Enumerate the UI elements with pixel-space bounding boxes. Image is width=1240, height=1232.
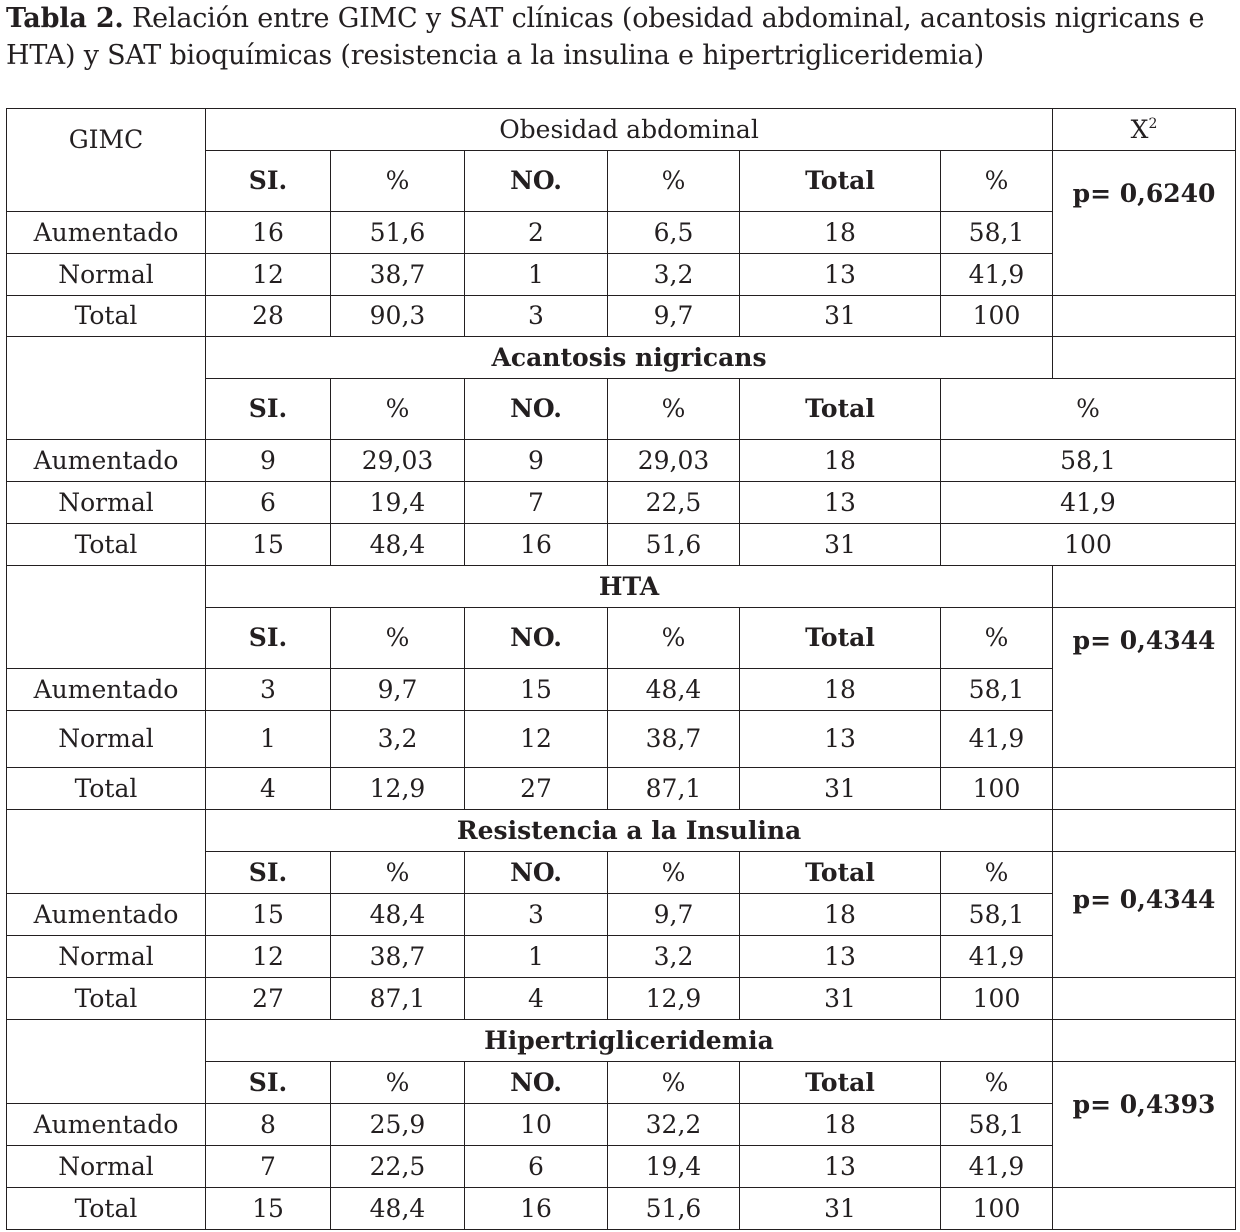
caption-text: Relación entre GIMC y SAT clínicas (obesidad abdominal, acantosis nigricans e HTA) y SAT bioquímicas (resistencia a la insulina e hipertrigliceridemia)	[6, 3, 1205, 71]
table-row	[7, 1104, 1236, 1146]
table-cell: 9	[206, 440, 331, 482]
row-label: Total	[7, 296, 206, 337]
row-label: Aumentado	[7, 212, 206, 254]
table-cell: 15	[206, 1188, 331, 1230]
column-header: Total	[740, 852, 941, 894]
block-title: Resistencia a la Insulina	[206, 810, 1053, 852]
table-cell: 12,9	[331, 768, 465, 810]
p-blank	[1053, 1020, 1236, 1062]
table-cell: 3	[206, 669, 331, 711]
results-table	[6, 108, 1236, 1230]
table-cell: 41,9	[941, 482, 1236, 524]
x2-letter: X	[1130, 114, 1149, 144]
table-cell: 1	[465, 254, 608, 296]
table-cell: 51,6	[608, 1188, 740, 1230]
table-cell: 7	[465, 482, 608, 524]
table-cell: 58,1	[941, 440, 1236, 482]
p-value: p= 0,4393	[1053, 1062, 1236, 1188]
column-header: NO.	[465, 608, 608, 669]
table-cell: 12	[206, 254, 331, 296]
table-cell: 41,9	[941, 936, 1053, 978]
row-label: Normal	[7, 1146, 206, 1188]
caption-label: Tabla 2.	[6, 3, 124, 34]
table-row	[7, 768, 1236, 810]
block-title-row	[7, 109, 1236, 151]
column-header: NO.	[465, 852, 608, 894]
p-value: p= 0,4344	[1053, 852, 1236, 978]
column-header: SI.	[206, 151, 331, 212]
x2-header	[1053, 109, 1236, 151]
column-header: NO.	[465, 379, 608, 440]
table-cell: 3,2	[608, 254, 740, 296]
table-row	[7, 254, 1236, 296]
row-label: Normal	[7, 482, 206, 524]
table-row	[7, 482, 1236, 524]
table-cell: 22,5	[331, 1146, 465, 1188]
x2-superscript: 2	[1148, 115, 1158, 132]
row-label: Total	[7, 768, 206, 810]
column-header: %	[608, 608, 740, 669]
table-row	[7, 669, 1236, 711]
table-cell: 15	[206, 524, 331, 566]
column-header: %	[331, 852, 465, 894]
row-label: Aumentado	[7, 669, 206, 711]
table-cell: 31	[740, 978, 941, 1020]
table-cell: 6	[465, 1146, 608, 1188]
table-cell: 87,1	[331, 978, 465, 1020]
column-header: Total	[740, 379, 941, 440]
table-row	[7, 894, 1236, 936]
table-cell: 41,9	[941, 711, 1053, 768]
table-cell: 48,4	[331, 1188, 465, 1230]
row-label: Aumentado	[7, 1104, 206, 1146]
table-cell: 41,9	[941, 1146, 1053, 1188]
table-cell: 48,4	[331, 524, 465, 566]
table-cell: 48,4	[331, 894, 465, 936]
table-cell: 19,4	[331, 482, 465, 524]
table-cell: 100	[941, 296, 1053, 337]
table-cell: 3,2	[331, 711, 465, 768]
table-cell: 4	[206, 768, 331, 810]
table-cell: 12,9	[608, 978, 740, 1020]
x2-blank	[1053, 1188, 1236, 1230]
block-title: Acantosis nigricans	[206, 337, 1053, 379]
table-cell: 58,1	[941, 669, 1053, 711]
table-row	[7, 711, 1236, 768]
table-cell: 1	[465, 936, 608, 978]
table-row	[7, 978, 1236, 1020]
table-cell: 100	[941, 768, 1053, 810]
table-cell: 16	[465, 524, 608, 566]
p-value: p= 0,6240	[1053, 151, 1236, 296]
table-cell: 100	[941, 524, 1236, 566]
table-cell: 3	[465, 296, 608, 337]
p-blank	[1053, 566, 1236, 608]
row-label: Normal	[7, 254, 206, 296]
table-row	[7, 296, 1236, 337]
column-header: %	[608, 1062, 740, 1104]
x2-blank	[1053, 768, 1236, 810]
column-header: NO.	[465, 1062, 608, 1104]
table-cell: 58,1	[941, 1104, 1053, 1146]
table-row	[7, 1188, 1236, 1230]
column-header: %	[608, 151, 740, 212]
table-cell: 8	[206, 1104, 331, 1146]
table-row	[7, 1146, 1236, 1188]
table-cell: 100	[941, 1188, 1053, 1230]
table-cell: 12	[206, 936, 331, 978]
table-cell: 25,9	[331, 1104, 465, 1146]
table-row	[7, 440, 1236, 482]
block-title-row	[7, 1020, 1236, 1062]
table-cell: 4	[465, 978, 608, 1020]
gimc-blank	[7, 810, 206, 894]
table-cell: 15	[206, 894, 331, 936]
table-cell: 38,7	[331, 936, 465, 978]
table-cell: 48,4	[608, 669, 740, 711]
table-cell: 9,7	[331, 669, 465, 711]
table-cell: 18	[740, 894, 941, 936]
p-value: p= 0,4344	[1053, 608, 1236, 768]
column-header: Total	[740, 1062, 941, 1104]
p-blank	[1053, 810, 1236, 852]
table-cell: 1	[206, 711, 331, 768]
x2-blank	[1053, 296, 1236, 337]
table-caption	[6, 0, 1236, 74]
table-cell: 51,6	[331, 212, 465, 254]
table-cell: 19,4	[608, 1146, 740, 1188]
table-cell: 31	[740, 768, 941, 810]
table-cell: 6,5	[608, 212, 740, 254]
table-cell: 3,2	[608, 936, 740, 978]
row-label: Total	[7, 524, 206, 566]
block-title: Hipertrigliceridemia	[206, 1020, 1053, 1062]
table-cell: 16	[206, 212, 331, 254]
table-cell: 31	[740, 524, 941, 566]
table-cell: 51,6	[608, 524, 740, 566]
table-cell: 29,03	[331, 440, 465, 482]
table-cell: 12	[465, 711, 608, 768]
table-cell: 22,5	[608, 482, 740, 524]
table-cell: 9	[465, 440, 608, 482]
table-row	[7, 212, 1236, 254]
column-header: SI.	[206, 379, 331, 440]
table-cell: 31	[740, 1188, 941, 1230]
row-label: Aumentado	[7, 894, 206, 936]
column-header: SI.	[206, 1062, 331, 1104]
table-cell: 100	[941, 978, 1053, 1020]
column-header: SI.	[206, 852, 331, 894]
column-header: %	[331, 608, 465, 669]
block-title: Obesidad abdominal	[206, 109, 1053, 151]
column-header: Total	[740, 151, 941, 212]
table-cell: 18	[740, 212, 941, 254]
table-row	[7, 936, 1236, 978]
table-cell: 13	[740, 711, 941, 768]
column-header: Total	[740, 608, 941, 669]
row-label: Aumentado	[7, 440, 206, 482]
table-cell: 58,1	[941, 212, 1053, 254]
table-cell: 29,03	[608, 440, 740, 482]
block-title-row	[7, 337, 1236, 379]
x2-blank	[1053, 978, 1236, 1020]
gimc-header: GIMC	[7, 109, 206, 212]
block-title-row	[7, 810, 1236, 852]
table-cell: 2	[465, 212, 608, 254]
column-header: %	[331, 151, 465, 212]
table-cell: 15	[465, 669, 608, 711]
column-header: %	[331, 1062, 465, 1104]
table-cell: 10	[465, 1104, 608, 1146]
column-header: %	[941, 379, 1236, 440]
column-header: %	[941, 151, 1053, 212]
column-header: %	[941, 608, 1053, 669]
table-cell: 90,3	[331, 296, 465, 337]
table-cell: 27	[206, 978, 331, 1020]
table-cell: 3	[465, 894, 608, 936]
p-blank	[1053, 337, 1236, 379]
gimc-blank	[7, 337, 206, 440]
table-cell: 9,7	[608, 296, 740, 337]
table-row	[7, 524, 1236, 566]
column-header: NO.	[465, 151, 608, 212]
column-header: %	[331, 379, 465, 440]
table-cell: 13	[740, 482, 941, 524]
table-cell: 87,1	[608, 768, 740, 810]
table-cell: 13	[740, 936, 941, 978]
gimc-blank	[7, 1020, 206, 1104]
table-cell: 32,2	[608, 1104, 740, 1146]
table-cell: 13	[740, 254, 941, 296]
table-cell: 38,7	[608, 711, 740, 768]
table-cell: 16	[465, 1188, 608, 1230]
table-cell: 6	[206, 482, 331, 524]
row-label: Normal	[7, 711, 206, 768]
table-cell: 41,9	[941, 254, 1053, 296]
table-cell: 18	[740, 1104, 941, 1146]
column-header: %	[941, 852, 1053, 894]
table-cell: 18	[740, 669, 941, 711]
block-title-row	[7, 566, 1236, 608]
table-cell: 18	[740, 440, 941, 482]
row-label: Total	[7, 1188, 206, 1230]
table-cell: 9,7	[608, 894, 740, 936]
gimc-blank	[7, 566, 206, 669]
column-header: %	[941, 1062, 1053, 1104]
table-cell: 27	[465, 768, 608, 810]
column-header: %	[608, 379, 740, 440]
row-label: Normal	[7, 936, 206, 978]
table-cell: 28	[206, 296, 331, 337]
column-header: %	[608, 852, 740, 894]
table-cell: 38,7	[331, 254, 465, 296]
column-header: SI.	[206, 608, 331, 669]
table-cell: 13	[740, 1146, 941, 1188]
row-label: Total	[7, 978, 206, 1020]
table-cell: 7	[206, 1146, 331, 1188]
table-cell: 58,1	[941, 894, 1053, 936]
block-title: HTA	[206, 566, 1053, 608]
table-cell: 31	[740, 296, 941, 337]
